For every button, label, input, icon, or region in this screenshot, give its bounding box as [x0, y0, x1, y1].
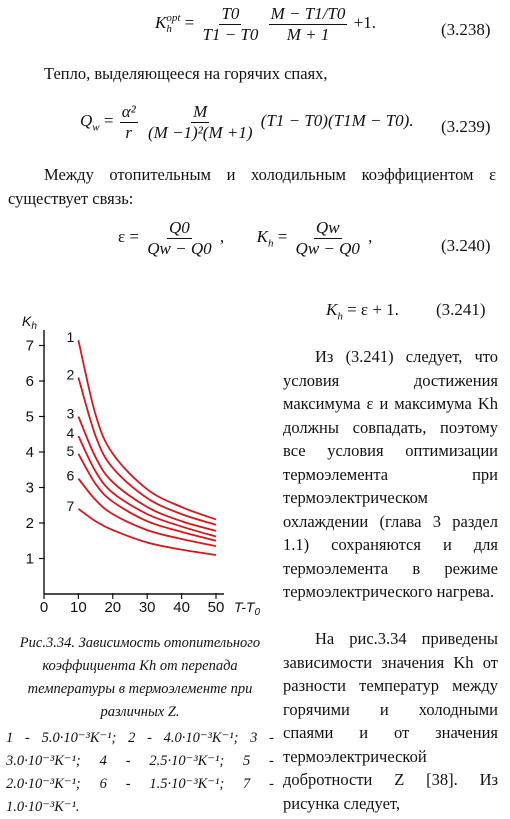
eq238-lhs: K opt h — [155, 12, 181, 36]
figure-legend: 1 - 5.0·10⁻³K⁻¹; 2 - 4.0·10⁻³K⁻¹; 3 - 3.0·10⁻³K⁻¹; 4 - 2.5·10⁻³K⁻¹; 5 - 2.0·10⁻³K⁻¹; 6 - 1.5·10⁻³K⁻¹; 7 - 1.0·10⁻³K⁻¹. — [6, 730, 274, 815]
eq240-equals: = — [277, 226, 288, 246]
eq241-number: (3.241) — [436, 300, 486, 319]
eq239-frac1: $\frac{\text{α²}}{r}$ — [121, 102, 136, 142]
eq240-number: (3.240) — [441, 236, 491, 255]
x-tick-label: 50 — [207, 599, 225, 616]
text-heat: Тепло, выделяющееся на горячих спаях, — [44, 64, 328, 83]
y-tick-label: 2 — [25, 515, 34, 532]
series-1-line — [78, 340, 216, 519]
series-1-label: 1 — [66, 329, 75, 346]
series-7-label: 7 — [66, 497, 75, 514]
chart-kh-vs-dt — [0, 300, 260, 622]
right-paragraph-2: На рис.3.34 приведены зависимости значения Kh от разности температур между горячими и холодными спаями и от значения термоэлектрической добротности Z [38]. Из рисунка следует, — [283, 629, 498, 813]
y-tick-label: 5 — [25, 408, 34, 426]
equation-3-239 — [80, 102, 414, 142]
y-tick-label: 7 — [25, 337, 34, 355]
x-tick-label: 30 — [138, 599, 156, 616]
eq240-frac2: $\frac{Qw}{Qw - Q0}$ — [295, 218, 360, 258]
eq239-lhs: $Q_w$ — [80, 110, 100, 134]
series-5-label: 5 — [66, 442, 75, 459]
eq240-frac1: $\frac{Q0}{Qw - Q0}$ — [147, 218, 212, 258]
x-axis-label: $T-T_0$ — [234, 599, 260, 618]
x-tick-label: 0 — [39, 599, 49, 616]
chart-labels — [22, 313, 260, 618]
eq238-equals: = — [184, 12, 195, 32]
eq241-lhs: $K_h$ — [326, 300, 343, 323]
eq240-kh: $K_h$ — [256, 226, 274, 250]
y-tick-label: 1 — [25, 550, 34, 568]
series-2-label: 2 — [66, 366, 75, 383]
series-3-label: 3 — [66, 405, 75, 422]
x-tick-label: 40 — [173, 599, 190, 616]
y-tick-label: 6 — [25, 373, 34, 390]
x-tick-label: 20 — [104, 599, 122, 616]
text-relation: Между отопительным и холодильным коэффициентом ε существует связь: — [8, 165, 496, 208]
y-axis-label: $K_h$ — [22, 313, 37, 332]
eq238-tail: +1. — [353, 12, 376, 32]
eq238-frac1: $\frac{T0}{T1 - T0}$ — [202, 4, 259, 44]
equation-3-238 — [155, 4, 376, 44]
eq239-equals: = — [103, 110, 114, 130]
chart-curves — [78, 340, 216, 555]
right-paragraph-1: Из (3.241) следует, что условия достижения максимума ε и максимума Kh должны совпадать, поэтому все условия оптимизации термоэлемента при термоэлектрическом охлаждении (глава 3 раздел 1.1) сохраняются и для термоэлемента в режиме термоэлектрического нагрева. — [283, 347, 498, 601]
eq239-number: (3.239) — [441, 117, 491, 136]
eq240-comma1: , — [219, 226, 225, 246]
y-tick-label: 4 — [25, 444, 34, 461]
eq240-eps: ε = — [118, 226, 139, 246]
eq238-number: (3.238) — [441, 20, 491, 39]
eq239-frac2: $\frac{M}{\text{(M −1)²(M +1)}}$ — [148, 102, 253, 142]
eq240-comma2: , — [368, 226, 373, 246]
x-tick-label: 10 — [70, 599, 87, 616]
equation-3-240 — [118, 218, 372, 258]
series-4-label: 4 — [66, 425, 75, 442]
series-7-line — [78, 509, 216, 555]
y-tick-label: 3 — [25, 479, 34, 497]
eq238-frac2: $\frac{M - T1/T0}{M + 1}$ — [270, 4, 346, 44]
eq241-rhs: = ε + 1. — [347, 300, 399, 319]
eq239-tail: (T1 − T0)(T1M − T0). — [260, 110, 414, 130]
equation-3-241 — [326, 300, 399, 322]
figure-caption: Рис.3.34. Зависимость отопительного коэффициента Kh от перепада температуры в термоэлементе при различных Z. — [19, 635, 261, 720]
series-6-label: 6 — [66, 467, 75, 484]
